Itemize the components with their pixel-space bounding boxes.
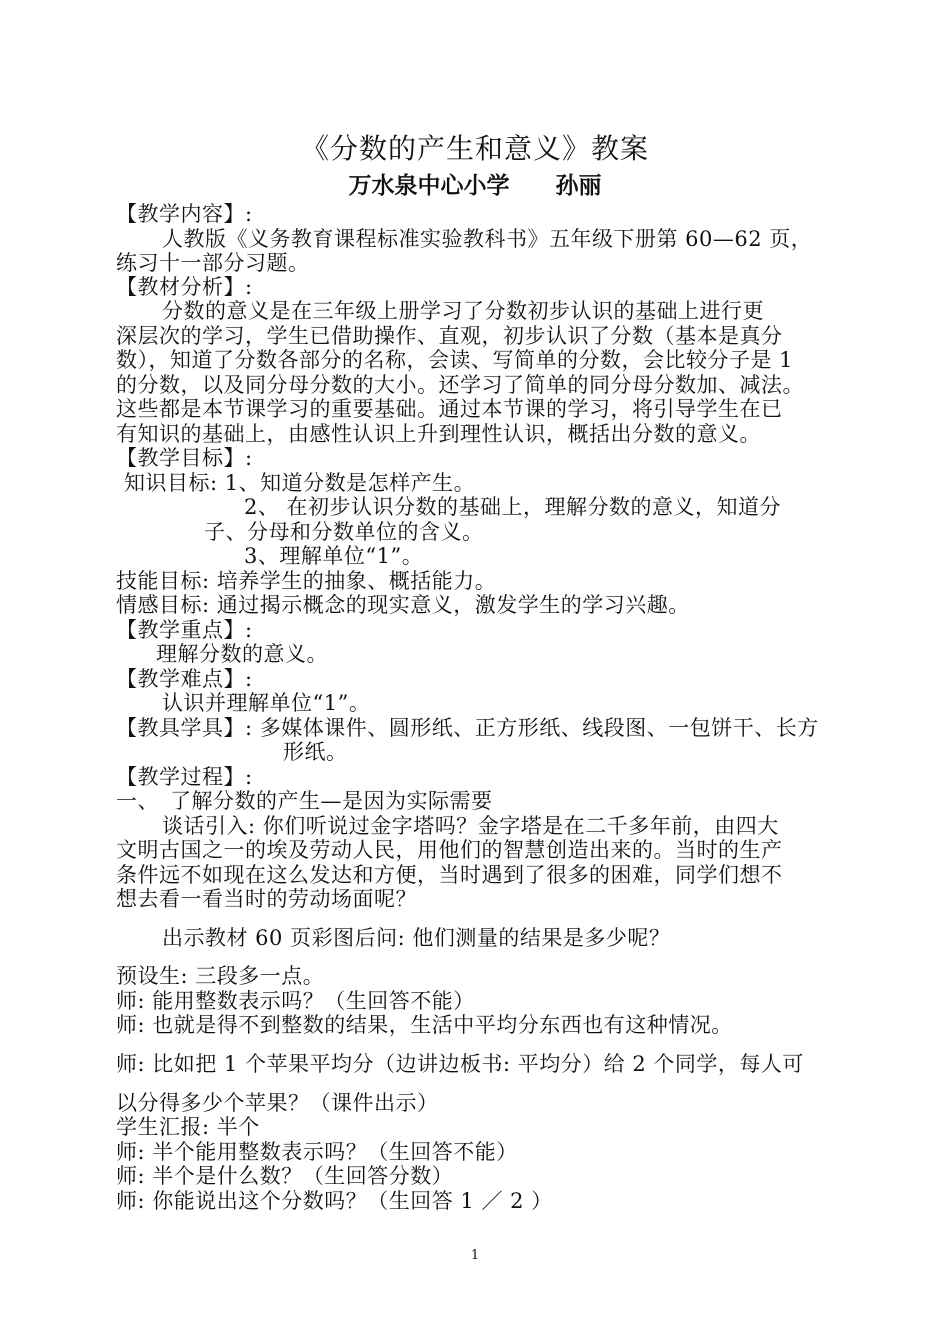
goal-line: 子、分母和分数单位的含义。	[204, 520, 484, 544]
goal-line: 技能目标: 培养学生的抽象、概括能力。	[116, 569, 497, 593]
paragraph-line: 数），知道了分数各部分的名称，会读、写简单的分数，会比较分子是 1	[116, 348, 794, 372]
paragraph-line: 文明古国之一的埃及劳动人民，用他们的智慧创造出来的。当时的生产	[116, 838, 783, 862]
paragraph-line: 深层次的学习，学生已借助操作、直观，初步认识了分数（基本是真分	[116, 324, 783, 348]
section-heading-content: 【教学内容】:	[116, 202, 253, 226]
dialogue-line: 师: 半个是什么数？（生回答分数）	[116, 1164, 454, 1188]
document-title: 《分数的产生和意义》教案	[300, 132, 649, 165]
paragraph-line: 想去看一看当时的劳动场面呢？	[116, 887, 417, 911]
paragraph-line: 这些都是本节课学习的重要基础。通过本节课的学习，将引导学生在已	[116, 397, 783, 421]
dialogue-line: 师: 半个能用整数表示吗？（生回答不能）	[116, 1140, 518, 1164]
dialogue-line: 师: 你能说出这个分数吗？（生回答 1 ／ 2 ）	[116, 1189, 553, 1213]
goal-line: 2、 在初步认识分数的基础上，理解分数的意义，知道分	[244, 495, 782, 519]
dialogue-line: 师: 比如把 1 个苹果平均分（边讲边板书: 平均分）给 2 个同学，每人可	[116, 1052, 804, 1076]
section-heading-analysis: 【教材分析】:	[116, 275, 253, 299]
dialogue-line: 师: 也就是得不到整数的结果，生活中平均分东西也有这种情况。	[116, 1013, 733, 1037]
dialogue-line: 预设生: 三段多一点。	[116, 964, 325, 988]
goal-line: 3、理解单位“1”。	[244, 544, 424, 568]
section-heading-focus: 【教学重点】:	[116, 618, 253, 642]
section-heading-materials: 【教具学具】: 多媒体课件、圆形纸、正方形纸、线段图、一包饼干、长方	[116, 716, 819, 740]
section-heading-goals: 【教学目标】:	[116, 446, 253, 470]
teacher-name: 孙丽	[555, 173, 602, 199]
paragraph-line: 理解分数的意义。	[156, 642, 328, 666]
goal-line: 知识目标: 1、知道分数是怎样产生。	[124, 471, 476, 495]
subsection-heading: 一、 了解分数的产生—是因为实际需要	[116, 789, 493, 813]
section-heading-process: 【教学过程】:	[116, 765, 253, 789]
paragraph-line: 有知识的基础上，由感性认识上升到理性认识，概括出分数的意义。	[116, 422, 761, 446]
paragraph-line: 出示教材 60 页彩图后问: 他们测量的结果是多少呢？	[162, 926, 671, 950]
paragraph-line: 人教版《义务教育课程标准实验教科书》五年级下册第 60—62 页，	[162, 227, 813, 251]
author-line	[0, 172, 950, 200]
paragraph-line: 的分数，以及同分母分数的大小。还学习了简单的同分母分数加、减法。	[116, 373, 804, 397]
page-number: 1	[470, 1248, 480, 1263]
paragraph-line: 分数的意义是在三年级上册学习了分数初步认识的基础上进行更	[162, 299, 764, 323]
dialogue-line: 学生汇报: 半个	[116, 1115, 260, 1139]
goal-line: 情感目标: 通过揭示概念的现实意义，激发学生的学习兴趣。	[116, 593, 690, 617]
dialogue-line: 师: 能用整数表示吗？（生回答不能）	[116, 989, 475, 1013]
paragraph-line: 谈话引入: 你们听说过金字塔吗？金字塔是在二千多年前，由四大	[162, 814, 779, 838]
dialogue-line: 以分得多少个苹果？（课件出示）	[116, 1091, 439, 1115]
school-name: 万水泉中心小学	[348, 173, 510, 199]
paragraph-line: 条件远不如现在这么发达和方便，当时遇到了很多的困难，同学们想不	[116, 863, 783, 887]
section-heading-difficulty: 【教学难点】:	[116, 667, 253, 691]
paragraph-line: 形纸。	[283, 740, 348, 764]
paragraph-line: 练习十一部分习题。	[116, 251, 310, 275]
paragraph-line: 认识并理解单位“1”。	[162, 691, 371, 715]
